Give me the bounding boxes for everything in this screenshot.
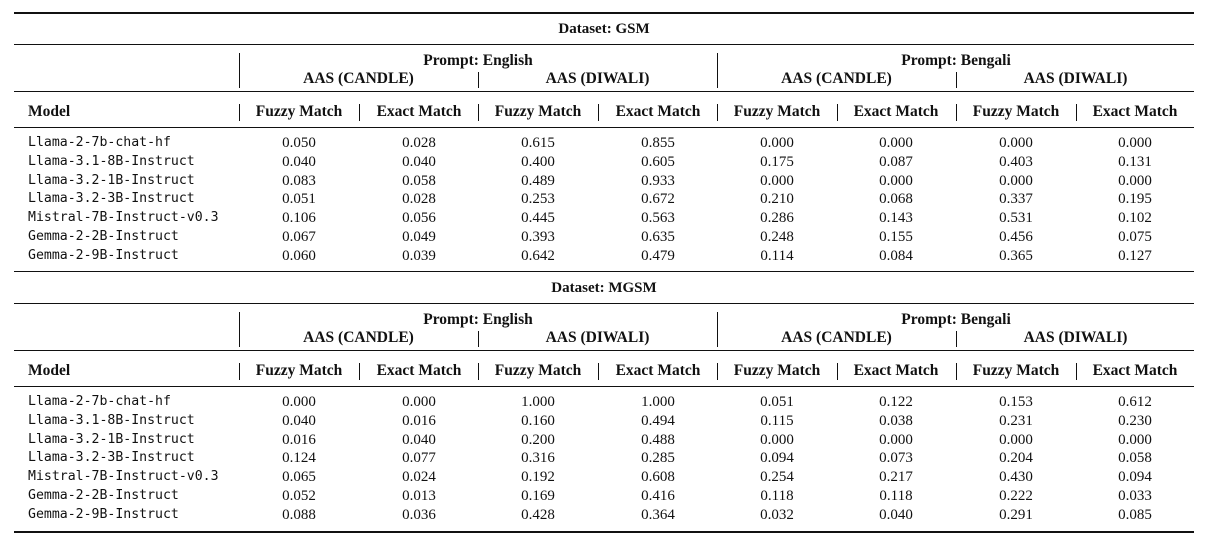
score-cell: 0.365 (999, 247, 1033, 264)
score-cell: 0.087 (879, 153, 913, 170)
score-cell: 0.000 (760, 135, 794, 151)
score-cell: 0.094 (760, 450, 794, 467)
score-cell: 0.000 (879, 172, 913, 189)
score-cell: 0.088 (282, 506, 316, 523)
score-cell: 0.000 (760, 431, 794, 448)
score-cell: 0.143 (879, 210, 913, 227)
rule-under-title (14, 44, 1194, 45)
score-cell: 0.013 (402, 488, 436, 504)
score-cell: 1.000 (641, 394, 675, 410)
score-cell: 0.494 (641, 412, 675, 429)
score-cell: 0.642 (521, 247, 555, 264)
model-name: Llama-3.2-1B-Instruct (28, 431, 195, 447)
exact-match-header: Exact Match (1092, 103, 1178, 120)
score-cell: 0.612 (1118, 394, 1152, 410)
divider (598, 363, 599, 380)
score-cell: 0.106 (282, 210, 316, 227)
divider (239, 104, 240, 121)
model-name: Gemma-2-2B-Instruct (28, 488, 179, 503)
score-cell: 0.052 (282, 488, 316, 504)
score-cell: 0.204 (999, 450, 1033, 467)
score-cell: 0.039 (402, 247, 436, 264)
score-cell: 0.040 (282, 412, 316, 429)
score-cell: 0.635 (641, 229, 675, 245)
score-cell: 0.175 (760, 153, 794, 170)
score-cell: 0.456 (999, 229, 1033, 245)
score-cell: 0.068 (879, 191, 913, 208)
score-cell: 0.217 (879, 469, 913, 486)
score-cell: 0.058 (402, 172, 436, 189)
exact-match-header: Exact Match (615, 103, 701, 120)
score-cell: 0.489 (521, 172, 555, 189)
score-cell: 0.416 (641, 488, 675, 504)
prompt-header-english: Prompt: English (423, 52, 533, 69)
score-cell: 0.337 (999, 191, 1033, 208)
fuzzy-match-header: Fuzzy Match (733, 103, 821, 120)
score-cell: 0.131 (1118, 153, 1152, 170)
score-cell: 0.210 (760, 191, 794, 208)
score-cell: 0.445 (521, 210, 555, 227)
score-cell: 0.316 (521, 450, 555, 467)
score-cell: 0.016 (282, 431, 316, 448)
dataset-title: Dataset: GSM (558, 21, 650, 37)
score-cell: 0.084 (879, 247, 913, 264)
score-cell: 0.155 (879, 229, 913, 245)
aas-subheader: AAS (CANDLE) (781, 70, 892, 87)
divider (239, 53, 240, 88)
divider (1076, 104, 1077, 121)
rule-under-prompts (14, 350, 1194, 351)
score-cell: 0.253 (521, 191, 555, 208)
score-cell: 0.563 (641, 210, 675, 227)
score-cell: 0.118 (760, 488, 794, 504)
score-cell: 0.231 (999, 412, 1033, 429)
score-cell: 0.036 (402, 506, 436, 523)
model-name: Llama-3.2-3B-Instruct (28, 191, 195, 207)
score-cell: 0.115 (760, 412, 794, 429)
score-cell: 0.403 (999, 153, 1033, 170)
aas-subheader: AAS (CANDLE) (781, 329, 892, 346)
aas-subheader: AAS (CANDLE) (303, 70, 414, 87)
divider (956, 72, 957, 88)
score-cell: 0.051 (760, 394, 794, 410)
dataset-title: Dataset: MGSM (551, 280, 657, 296)
score-cell: 1.000 (521, 394, 555, 410)
fuzzy-match-header: Fuzzy Match (255, 362, 343, 379)
score-cell: 0.479 (641, 247, 675, 264)
score-cell: 0.040 (402, 431, 436, 448)
score-cell: 0.040 (402, 153, 436, 170)
score-cell: 0.286 (760, 210, 794, 227)
score-cell: 0.040 (282, 153, 316, 170)
score-cell: 0.000 (1118, 172, 1152, 189)
score-cell: 0.531 (999, 210, 1033, 227)
divider (717, 312, 718, 347)
divider (478, 363, 479, 380)
rule-under-columns (14, 127, 1194, 128)
score-cell: 0.122 (879, 394, 913, 410)
rule-top (14, 271, 1194, 272)
rule-under-prompts (14, 91, 1194, 92)
score-cell: 0.160 (521, 412, 555, 429)
model-name: Llama-3.1-8B-Instruct (28, 153, 195, 169)
score-cell: 0.124 (282, 450, 316, 467)
score-cell: 0.016 (402, 412, 436, 429)
exact-match-header: Exact Match (1092, 362, 1178, 379)
divider (717, 53, 718, 88)
fuzzy-match-header: Fuzzy Match (494, 362, 582, 379)
score-cell: 0.000 (1118, 431, 1152, 448)
score-cell: 0.065 (282, 469, 316, 486)
aas-subheader: AAS (DIWALI) (1023, 70, 1128, 87)
score-cell: 0.000 (999, 172, 1033, 189)
score-cell: 0.291 (999, 506, 1033, 523)
aas-subheader: AAS (DIWALI) (1023, 329, 1128, 346)
score-cell: 0.195 (1118, 191, 1152, 208)
score-cell: 0.085 (1118, 506, 1152, 523)
score-cell: 0.102 (1118, 210, 1152, 227)
exact-match-header: Exact Match (376, 103, 462, 120)
fuzzy-match-header: Fuzzy Match (733, 362, 821, 379)
model-name: Gemma-2-2B-Instruct (28, 229, 179, 244)
divider (478, 72, 479, 88)
aas-subheader: AAS (DIWALI) (545, 70, 650, 87)
model-column-header: Model (28, 103, 71, 120)
score-cell: 0.094 (1118, 469, 1152, 486)
exact-match-header: Exact Match (376, 362, 462, 379)
fuzzy-match-header: Fuzzy Match (972, 103, 1060, 120)
score-cell: 0.083 (282, 172, 316, 189)
rule-under-columns (14, 386, 1194, 387)
score-cell: 0.000 (282, 394, 316, 410)
score-cell: 0.033 (1118, 488, 1152, 504)
score-cell: 0.073 (879, 450, 913, 467)
score-cell: 0.000 (402, 394, 436, 410)
fuzzy-match-header: Fuzzy Match (972, 362, 1060, 379)
divider (359, 363, 360, 380)
divider (359, 104, 360, 121)
score-cell: 0.192 (521, 469, 555, 486)
score-cell: 0.222 (999, 488, 1033, 504)
score-cell: 0.153 (999, 394, 1033, 410)
rule-bottom (14, 531, 1194, 533)
score-cell: 0.050 (282, 135, 316, 151)
score-cell: 0.056 (402, 210, 436, 227)
score-cell: 0.855 (641, 135, 675, 151)
score-cell: 0.051 (282, 191, 316, 208)
score-cell: 0.114 (760, 247, 794, 264)
divider (717, 104, 718, 121)
model-name: Gemma-2-9B-Instruct (28, 247, 179, 263)
model-name: Llama-3.2-3B-Instruct (28, 450, 195, 466)
divider (598, 104, 599, 121)
score-cell: 0.400 (521, 153, 555, 170)
rule-top (14, 12, 1194, 14)
exact-match-header: Exact Match (853, 103, 939, 120)
model-name: Llama-3.1-8B-Instruct (28, 412, 195, 428)
divider (956, 363, 957, 380)
score-cell: 0.077 (402, 450, 436, 467)
model-name: Mistral-7B-Instruct-v0.3 (28, 210, 219, 226)
score-cell: 0.000 (1118, 135, 1152, 151)
score-cell: 0.393 (521, 229, 555, 245)
score-cell: 0.608 (641, 469, 675, 486)
score-cell: 0.364 (641, 506, 675, 523)
model-name: Llama-2-7b-chat-hf (28, 394, 171, 409)
divider (478, 331, 479, 347)
score-cell: 0.672 (641, 191, 675, 208)
score-cell: 0.028 (402, 135, 436, 151)
aas-subheader: AAS (CANDLE) (303, 329, 414, 346)
score-cell: 0.024 (402, 469, 436, 486)
model-name: Mistral-7B-Instruct-v0.3 (28, 469, 219, 485)
score-cell: 0.000 (760, 172, 794, 189)
score-cell: 0.254 (760, 469, 794, 486)
divider (1076, 363, 1077, 380)
score-cell: 0.230 (1118, 412, 1152, 429)
model-name: Llama-3.2-1B-Instruct (28, 172, 195, 188)
score-cell: 0.049 (402, 229, 436, 245)
score-cell: 0.615 (521, 135, 555, 151)
score-cell: 0.028 (402, 191, 436, 208)
prompt-header-bengali: Prompt: Bengali (901, 52, 1011, 69)
score-cell: 0.000 (879, 135, 913, 151)
divider (956, 104, 957, 121)
score-cell: 0.127 (1118, 247, 1152, 264)
fuzzy-match-header: Fuzzy Match (255, 103, 343, 120)
score-cell: 0.118 (879, 488, 913, 504)
aas-subheader: AAS (DIWALI) (545, 329, 650, 346)
rule-under-title (14, 303, 1194, 304)
exact-match-header: Exact Match (853, 362, 939, 379)
score-cell: 0.058 (1118, 450, 1152, 467)
score-cell: 0.000 (999, 135, 1033, 151)
score-cell: 0.285 (641, 450, 675, 467)
fuzzy-match-header: Fuzzy Match (494, 103, 582, 120)
prompt-header-english: Prompt: English (423, 311, 533, 328)
divider (239, 363, 240, 380)
score-cell: 0.067 (282, 229, 316, 245)
score-cell: 0.000 (879, 431, 913, 448)
prompt-header-bengali: Prompt: Bengali (901, 311, 1011, 328)
model-name: Gemma-2-9B-Instruct (28, 506, 179, 522)
score-cell: 0.933 (641, 172, 675, 189)
model-column-header: Model (28, 362, 71, 379)
divider (837, 363, 838, 380)
score-cell: 0.428 (521, 506, 555, 523)
divider (478, 104, 479, 121)
score-cell: 0.075 (1118, 229, 1152, 245)
score-cell: 0.040 (879, 506, 913, 523)
score-cell: 0.200 (521, 431, 555, 448)
score-cell: 0.605 (641, 153, 675, 170)
score-cell: 0.000 (999, 431, 1033, 448)
exact-match-header: Exact Match (615, 362, 701, 379)
score-cell: 0.060 (282, 247, 316, 264)
score-cell: 0.430 (999, 469, 1033, 486)
score-cell: 0.488 (641, 431, 675, 448)
score-cell: 0.032 (760, 506, 794, 523)
divider (956, 331, 957, 347)
divider (837, 104, 838, 121)
model-name: Llama-2-7b-chat-hf (28, 135, 171, 150)
score-cell: 0.038 (879, 412, 913, 429)
divider (239, 312, 240, 347)
score-cell: 0.248 (760, 229, 794, 245)
divider (717, 363, 718, 380)
score-cell: 0.169 (521, 488, 555, 504)
